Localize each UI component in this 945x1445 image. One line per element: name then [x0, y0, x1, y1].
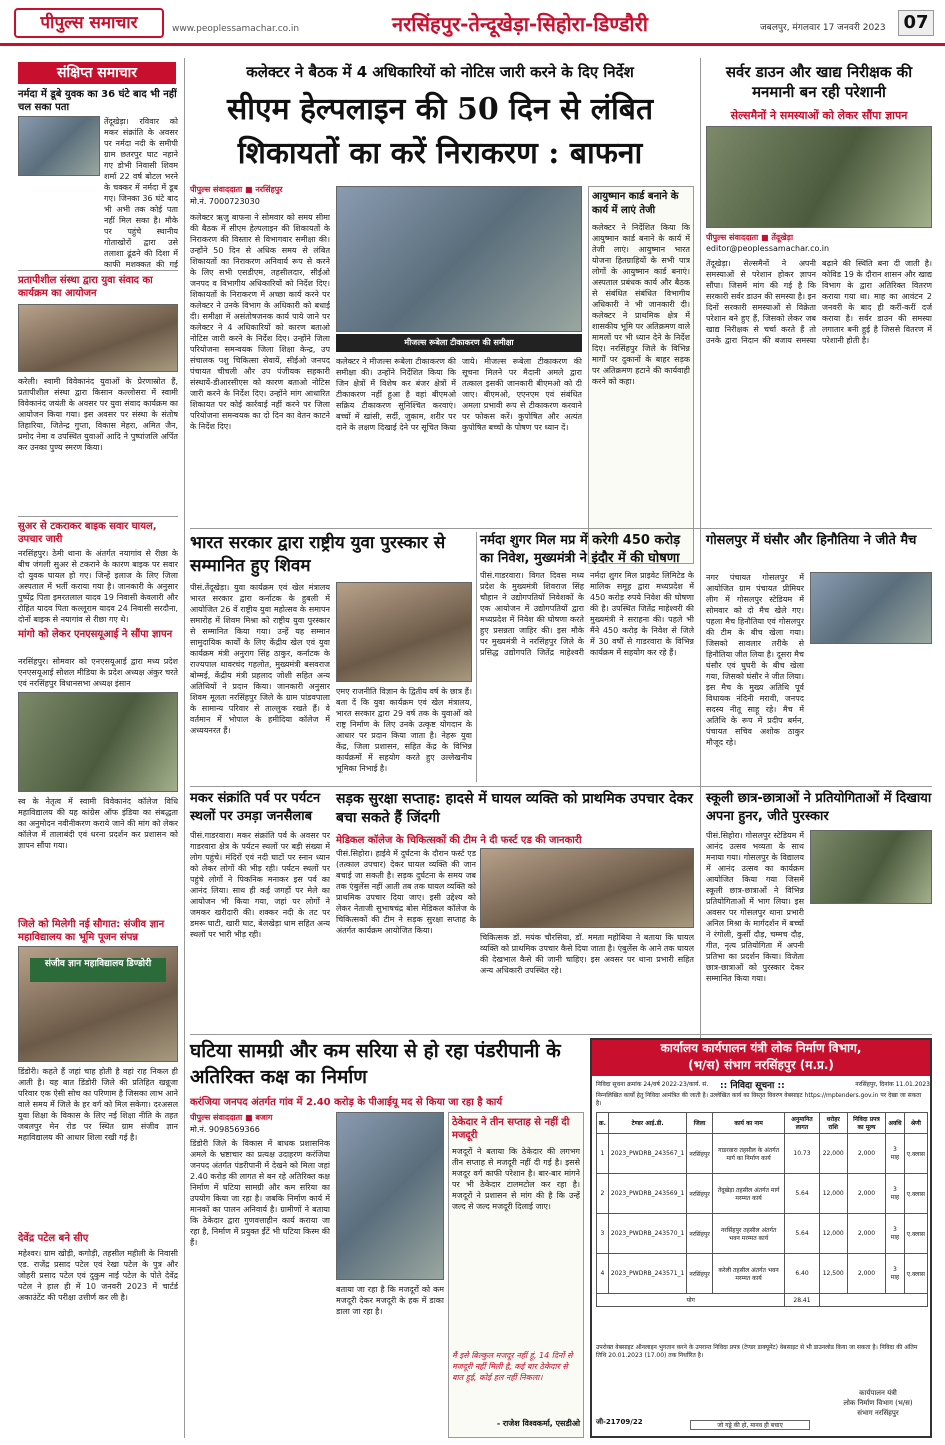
ayushman-title: आयुष्मान कार्ड बनाने के कार्य में लाएं तेजी	[592, 191, 679, 216]
sign-line3: संभाग नरसिंहपुर	[857, 1409, 899, 1417]
road-safety-text2: चिकित्सक डॉ. मयंक चौरसिया, डॉ. ममता महोबिया ने बताया कि घायल व्यक्ति को प्राथमिक उपचार कैसे दिया जाता है। एंबुलेंस के आने तक घायल की देखभाल कैसे की जानी चाहिए। इस अवसर पर थाना प्रभारी सहित अन्य अधिकारी उपस्थित रहे।	[480, 933, 694, 975]
tender-notice-no: निविदा सूचना क्रमांक 24/वर्ष 2022-23/कार्य. सं.	[596, 1081, 709, 1088]
college-banner: संजीव ज्ञान महाविद्यालय डिण्डोरी	[30, 958, 166, 982]
lead-byline: पीपुल्स संवाददाता ■ नरसिंहपुर	[190, 185, 283, 194]
page-number: 07	[898, 10, 934, 36]
brief-item2-head: प्रतापीशील संस्था द्वारा युवा संवाद का कार्यक्रम का आयोजन	[18, 275, 153, 299]
cell-dist: नरसिंहपुर	[687, 1134, 712, 1174]
table-row	[597, 1254, 928, 1294]
nsui-protest-photo	[18, 692, 178, 792]
cell-emd: 22,000	[819, 1134, 847, 1174]
total-value: 28.41	[785, 1294, 819, 1307]
cell-no: 4	[597, 1254, 609, 1294]
col-header: टेण्डर आई.डी.	[608, 1113, 686, 1134]
cell-class: ए.क्लास	[904, 1214, 927, 1254]
sewa-text: तेंदूखेड़ा। सेल्समैनों ने अपनी समस्याओं से परेशान होकर ज्ञापन सौंपा। जिसमें मांग की गई है कि सरकारी सर्वर डाउन की समस्या है। इन दिनों सरकारी समस्याओं से विक्रेता परेशान बने हुए हैं, जिसको लेकर जब खाद्य निरीक्षक से चर्चा करते हैं तो उनके द्वारा निदान की बजाय समस्या बढ़ाने की स्थिति बना दी जाती है। कोविड 19 के दौरान शासन और खाद्य विभाग के द्वारा अतिरिक्त वितरण कराया गया था। माह का आवंटन 2 जनवरी के बाद ही करीं-करीं दर्ज कराया है। सर्वर डाउन की समस्या लगातार बनी हुई है जिससे वितरण में परेशानी होती है।	[706, 259, 932, 345]
lead-phone: मो.नं. 7000723030	[190, 197, 260, 206]
cell-no: 2	[597, 1174, 609, 1214]
cell-dist: नरसिंहपुर	[687, 1254, 712, 1294]
road-safety-text: पीसं.सिहोरा। हाईवे में दुर्घटना के दौरान फर्स्ट एड (तत्काल उपचार) देकर घायल व्यक्ति की जान बचाई जा सकती है। सड़क दुर्घटना के समय जब तक एंबुलेंस नहीं आती तब तक घायल व्यक्ति को प्राथमिक उपचार दिया जाए। इसी उद्देश्य को लेकर नेताजी सुभाषचंद्र बोस मेडिकल कॉलेज के चिकित्सकों की टीम ने सड़क सुरक्षा सप्ताह के अंतर्गत कार्यक्रम आयोजित किया।	[336, 849, 476, 935]
cell-period: 3 माह	[886, 1214, 905, 1254]
wages-box-title: ठेकेदार ने तीन सप्ताह से नहीं दी मजदूरी	[452, 1117, 570, 1141]
sewa-byline: पीपुल्स संवाददाता ■ तेंदूखेड़ा	[706, 233, 794, 242]
cricket-headline: गोसलपुर में घंसौर और हिनौतिया ने जीते मैच	[706, 533, 917, 548]
tender-title: :: निविदा सूचना ::	[720, 1081, 785, 1091]
divider	[18, 270, 178, 271]
total-empty	[819, 1294, 927, 1307]
cell-emd: 12,500	[819, 1254, 847, 1294]
measles-review-text: कलेक्टर ने मीजल्स रूबेला टीकाकरण की समीक्षा की। उन्होंने निर्देशित किया कि जिन क्षेत्रों में विशेष कर बंजर क्षेत्रों में टीकाकरण नहीं हुआ है वहां बीएमओ सक्रिय टीकाकरण सुनिश्चित करवाएं। बच्चों में खांसी, सर्दी, जुकाम, शरीर पर दाने के लक्षण दिखाई देने पर सूचित किया जाये। मीजल्स रूबेला टीकाकरण की सूचना मिलने पर मैदानी अमले द्वारा तत्काल इसकी जानकारी बीएमओ को दी जाए। बीएमओ, एएनएम एवं संबंधित अमला प्रभावी रूप से टीकाकरण करवाने पर फोकस करें। कुपोषित और अत्यंत कुपोषित बच्चों के पोषण पर ध्यान दें।	[336, 357, 582, 432]
cell-fee: 2,000	[847, 1214, 885, 1254]
table-row	[597, 1174, 928, 1214]
brief-item4-text: नरसिंहपुर। सोमवार को एनएसयूआई द्वारा मध्य प्रदेश एनएसयूआई सोशल मीडिया के प्रदेश अध्यक्ष अंकुर चरते एवं नरसिंहपुर विधानसभा अध्यक्ष इंसान	[18, 657, 178, 688]
road-safety-headline: सड़क सुरक्षा सप्ताह: हादसे में घायल व्यक्ति को प्राथमिक उपचार देकर बचा सकते हैं जिंदगी	[336, 791, 694, 826]
sign-line2: लोक निर्माण विभाग (भ/स)	[843, 1399, 913, 1407]
cell-class: ए.क्लास	[904, 1174, 927, 1214]
school-headline: स्कूली छात्र-छात्राओं ने प्रतियोगिताओं में दिखाया अपना हुनर, जीते पुरस्कार	[706, 791, 932, 824]
construction-photo-caption: बताया जा रहा है कि मजदूरों को कम मजदूरी देकर मजदूरी के हक में डाका डाला जा रहा है।	[336, 1285, 444, 1316]
lead-text: कलेक्टर ऋजु बाफना ने सोमवार को समय सीमा की बैठक में सीएम हेल्पलाइन की शिकायतों के निराकरण की विस्तार से विभागवार समीक्षा की। उन्होंने 50 दिन से अधिक समय से लंबित शिकायतों का निराकरण अनिवार्य रूप से करने के लिए सभी एसडीएम, तहसीलदार, सीईओ जनपद व विभागीय अधिकारियों को निर्देश दिए। शिकायतों के निराकरण में अच्छा कार्य करने पर कलेक्टर ने उनके विभाग के अधिकारी को बधाई दी। समीक्षा में असंतोषजनक कार्य पाये जाने पर कलेक्टर ने 4 अधिकारियों को कारण बताओ नोटिस जारी करने के निर्देश दिए। उन्होंने जिला परियोजना समन्वयक जिला शिक्षा केन्द्र, उप संचालक पशु चिकित्सा सेवायें, सीईओ जनपद पंचायत चीचली और उप पंजीयक सहकारी संस्थायें-डीआरसीएस को कारण बताओ नोटिस जारी करने के निर्देश दिए। उन्होंने मांग आधारित शिकायत पर कोई कार्रवाई नहीं करने पर जिला परियोजना समन्वयक का दो दिन का वेतन काटने के निर्देश दिए।	[190, 213, 330, 431]
sankranti-text: पीसं.गाडरवारा। मकर संक्रांति पर्व के अवसर पर गाडरवारा क्षेत्र के पर्यटन स्थलों पर बड़ी संख्या में लोग पहुंचे। मंदिरों एवं नदी घाटों पर स्नान ध्यान को लेकर लोगों की भीड़ रही। पर्यटन स्थलों पर पहुंचे लोगों ने पिकनिक मनाकर इस पर्व का आनंद लिया। साथ ही कई जगहों पर मेले का आयोजन भी किया गया, जहां पर लोगों ने जमकर खरीदारी की। शक्कर नदी के तट पर डमरू घाटी, खारी घाट, बेलखेड़ा धाम सहित अन्य स्थलों पर भारी भीड़ रही।	[190, 831, 330, 939]
sewa-email[interactable]: editor@peoplessamachar.co.in	[706, 244, 830, 253]
table-row	[597, 1214, 928, 1254]
tender-footer: उपरोक्त वेबसाइट ऑनलाइन भुगतान करने के उपरान्त निविदा प्रपत्र (टेण्डर डाक्यूमेंट) वेबसाइट से भी डाउनलोड किया जा सकता है। निविदा की अंतिम तिथि 20.01.2023 (17.00) तक निर्धारित है।	[596, 1344, 918, 1359]
construction-byline: पीपुल्स संवाददाता ■ बजाग	[190, 1113, 273, 1122]
cell-cost: 5.64	[785, 1174, 819, 1214]
tender-table	[596, 1112, 928, 1307]
cell-cost: 6.40	[785, 1254, 819, 1294]
tender-office-line1: कार्यालय कार्यपालन यंत्री लोक निर्माण विभाग,	[660, 1041, 862, 1055]
wages-quote-by: - राजेश विश्वकर्मा, एसडीओ	[496, 1419, 580, 1428]
cell-id: 2023_PWDRB_243569_1	[608, 1174, 686, 1214]
wages-box-text: मजदूरों ने बताया कि ठेकेदार की लगभग तीन सप्ताह से मजदूरी नहीं दी गई है। इससे मजदूर वर्ग काफी परेशान है। बार-बार मांगने पर भी ठेकेदार टालमटोल कर रहा है। मजदूरों ने प्रशासन से मांग की है कि उन्हें जल्द से जल्द मजदूरी दिलाई जाए।	[452, 1147, 580, 1211]
lead-headline: सीएम हेल्पलाइन की 50 दिन से लंबित शिकायतों का करें निराकरण : बाफना	[226, 92, 654, 171]
cell-id: 2023_PWDRB_243570_1	[608, 1214, 686, 1254]
brief-item6-text: डिंडोरी। कहते हैं जहां चाह होती है वहां राह निकल ही आती है। यह बात डिंडोरी जिले की प्रतिहित खन्नूजा परिवार एक ऐसी सोच का परिणाम है जिसका लाभ आने वाले समय में जिले के हर वर्ग को मिल सकेगा। दरअसल युवा शिक्षा के विकास के लिए नई शिक्षा नीति के तहत जबलपुर मेन रोड पर स्थित ग्राम संजीव ज्ञान महाविद्यालय की आधार शिला रखी गई है।	[18, 1067, 178, 1142]
construction-phone: मो.नं. 9098569366	[190, 1125, 260, 1134]
sewa-headline: सर्वर डाउन और खाद्य निरीक्षक की मनमानी बन रही परेशानी	[725, 63, 913, 101]
cell-work: तेंदूखेड़ा तहसील अंतर्गत मार्ग मरम्मत कार्य	[712, 1174, 785, 1214]
table-total-row	[597, 1294, 928, 1307]
cell-work: नरसिंहपुर तहसील अंतर्गत भवन मरम्मत कार्य	[712, 1214, 785, 1254]
sugar-text: पीसं.गाडरवारा। विगत दिवस मध्य प्रदेश के मुख्यमंत्री शिवराज सिंह चौहान ने उद्योगपतियों निवेशकों के एक आयोजन में उद्योगपतियों द्वारा मध्यप्रदेश में निवेश की घोषणा करते हुए प्रसन्नता जाहिर की। इस मौके पर मुख्यमंत्री ने नरसिंहपुर जिले के प्रसिद्ध उद्योगपति जितेंद्र माहेश्वरी नर्मदा शुगर मिल प्राइवेट लिमिटेड के मालिक समूह द्वारा मध्यप्रदेश में 450 करोड़ रुपये निवेश की घोषणा की है। उपस्थित जितेंद्र माहेश्वरी की मुख्यमंत्री ने सराहना की। पहले भी मैंने 450 करोड़ के निवेश से जिले में 30 वर्षों से गाडरवारा के विभिन्न कार्यक्रम में सहयोग कर रहे हैं।	[480, 571, 694, 657]
wages-quote: मैं इसे बिल्कुल मजदूर नहीं हूं, 14 दिनों से मजदूरी नहीं मिली है, कई बार ठेकेदार से बात हुई, कोई हल नहीं निकला।	[452, 1351, 573, 1382]
award-ceremony-photo	[336, 582, 472, 682]
cell-dist: नरसिंहपुर	[687, 1174, 712, 1214]
brief-item3-text: नरसिंहपुर। ठेमी थाना के अंतर्गत नयागांव से रीछा के बीच जंगली सुअर से टकराने के कारण बाइक पर सवार दो युवक घायल हो गए। जिन्हें इलाज के लिए जिला अस्पताल में भर्ती कराया गया है। जानकारी के अनुसार पुष्पेंद्र पिता इमरतलाल यादव 19 निवासी केवलारी और रोहित यादव पिता कल्लूराम यादव 24 निवासी सरदौना, दोनों बाइक से नयागांव से रीछा गए थे।	[18, 549, 178, 624]
sugar-headline: नर्मदा शुगर मिल मप्र में करेगी 450 करोड़ का निवेश, मुख्यमंत्री ने इंदौर में की घोषणा	[480, 533, 681, 566]
road-safety-subhead: मेडिकल कॉलेज के चिकित्सकों की टीम ने दी फर्स्ट एड की जानकारी	[336, 835, 582, 846]
divider	[190, 786, 932, 787]
school-text: पीसं.सिहोरा। गोसलपुर स्टेडियम में आनंद उत्सव भव्यता के साथ मनाया गया। गोसलपुर के विद्यालय में आनंद उत्सव का कार्यक्रम आयोजित किया गया जिसमें स्कूली छात्र-छात्राओं ने विभिन्न प्रतियोगिताओं में भाग लिया। इस अवसर पर गोसलपुर थाना प्रभारी अनिल मिश्रा के मार्गदर्शन में बच्चों ने रंगोली, कुर्सी दौड़, चम्मच दौड़, गीत, नृत्य प्रतियोगिता में अपनी प्रतिभा का प्रदर्शन किया। विजेता छात्र-छात्राओं को पुरस्कार देकर सम्मानित किया गया।	[706, 831, 804, 983]
col-header: जिला	[687, 1113, 712, 1134]
sewa-subhead: सेल्समैनों ने समस्याओं को लेकर सौंपा ज्ञापन	[730, 109, 908, 122]
cell-cost: 5.64	[785, 1214, 819, 1254]
website-url[interactable]: www.peoplessamachar.co.in	[172, 24, 300, 34]
divider	[190, 1034, 932, 1035]
cell-id: 2023_PWDRB_243567_1	[608, 1134, 686, 1174]
cell-no: 3	[597, 1214, 609, 1254]
tender-code: जी-21709/22	[596, 1418, 643, 1426]
shivam-text2: एमए राजनीति विज्ञान के द्वितीय वर्ष के छात्र हैं। बता दें कि युवा कार्यक्रम एवं खेल मंत्रालय, भारत सरकार द्वारा 29 वर्ष तक के युवाओं को राष्ट्र निर्माण के लिए उनके उत्कृष्ट योगदान के आधार पर प्रदान किया जाता है। नेहरू युवा केंद्र, जिला प्रशासन, सहित केंद्र के विभिन्न कार्यक्रमों में सहयोग करते हुए उल्लेखनीय भूमिका निभाई है।	[336, 687, 472, 773]
construction-text: डिंडोरी जिले के विकास में बाधक प्रशासनिक अमले के भ्रष्टाचार का प्रत्यक्ष उदाहरण करंजिया जनपद अंतर्गत पंडरीपानी में देखने को मिला जहां 2.40 करोड़ की लागत से बन रहे अतिरिक्त कक्ष निर्माण में घटिया सामग्री और कम सरिया का उपयोग किया जा रहा है। जबकि निर्माण कार्य में मानकों का पालन अनिवार्य है। ग्रामीणों ने बताया कि ठेकेदार द्वारा गुणवत्ताहीन कार्य कराया जा रहा है, निर्माण में प्रयुक्त ईंटें भी घटिया किस्म की हैं।	[190, 1139, 330, 1247]
cell-work: गाडरवारा तहसील के अंतर्गत मार्ग का निर्माण कार्य	[712, 1134, 785, 1174]
brief-item1-head: नर्मदा में डूबे युवक का 36 घंटे बाद भी नहीं चल सका पता	[18, 89, 177, 113]
cell-fee: 2,000	[847, 1254, 885, 1294]
cell-period: 3 माह	[886, 1254, 905, 1294]
col-header: निविदा प्रपत्र का मूल्य	[847, 1113, 885, 1134]
column-rule	[476, 532, 477, 782]
lead-kicker: कलेक्टर ने बैठक में 4 अधिकारियों को नोटिस जारी करने के दिए निर्देश	[246, 63, 634, 81]
sign-line1: कार्यपालन यंत्री	[859, 1389, 897, 1397]
shivam-headline: भारत सरकार द्वारा राष्ट्रीय युवा पुरस्कार से सम्मानित हुए शिवम	[190, 533, 446, 576]
meeting-photo-caption: मीजल्स रूबेला टीकाकरण की समीक्षा	[336, 334, 582, 352]
newspaper-logo: पीपुल्स समाचार	[14, 8, 164, 38]
cell-fee: 2,000	[847, 1134, 885, 1174]
col-header: क्र.	[597, 1113, 609, 1134]
brief-item4-head: मांगो को लेकर एनएसयूआई ने सौंपा ज्ञापन	[18, 629, 173, 640]
brief-news-title: संक्षिप्त समाचार	[18, 62, 176, 84]
shivam-text: पीसं.तेंदूखेड़ा। युवा कार्यक्रम एवं खेल मंत्रालय भारत सरकार द्वारा कर्नाटक के हुबली में आयोजित 26 वें राष्ट्रीय युवा महोत्सव के समापन समारोह में शिवम मिश्रा को राष्ट्रीय युवा पुरस्कार से सम्मानित किया गया। उन्हें यह सम्मान सामुदायिक कार्यों के लिए केंद्रीय खेल एवं युवा कार्यक्रम मंत्री अनुराग सिंह ठाकुर, कर्नाटक के राज्यपाल थावरचंद गहलोत, मुख्यमंत्री बसवराज बोम्मई, केंद्रीय मंत्री प्रहलाद जोशी सहित अन्य अतिथियों ने प्रदान किया। जानकारी अनुसार शिवम मूलतः नरसिंहपुर जिले के ग्राम पांडवपाला के सामान्य परिवार से ताल्लुक रखते हैं। वे वर्तमान में भोपाल के हमीदिया कॉलेज में अध्ययनरत हैं।	[190, 583, 330, 735]
sankranti-headline: मकर संक्रांति पर्व पर पर्यटन स्थलों पर उमड़ा जनसैलाब	[190, 791, 321, 824]
brief-item6-head: जिले को मिलेगी नई सौगात: संजीव ज्ञान महाविद्यालय का भूमि पूजन संपन्न	[18, 919, 165, 943]
cell-period: 3 माह	[886, 1134, 905, 1174]
tender-date: नरसिंहपुर, दिनांक 11.01.2023	[855, 1081, 930, 1088]
table-row	[597, 1134, 928, 1174]
ayushman-text: कलेक्टर ने निर्देशित किया कि आयुष्मान कार्ड बनाने के कार्य में तेजी लाएं। आयुष्मान भारत योजना हितग्राहियों के सभी पात्र लोगों के आयुष्मान कार्ड बनाएं। अस्पताल प्रबंधक कार्य और बैठक से संबंधित संबंधित विभागीय अधिकारी ने भी जानकारी दी। कलेक्टर ने प्राथमिक क्षेत्र में शासकीय भूमि पर अतिक्रमण वाले मामलों पर भी ध्यान देने के निर्देश दिए। नरसिंहपुर जिले के विभिन्न मार्गों पर दुकानों के बाहर सड़क पर अतिक्रमण हटाने की कार्यवाही करने को कहा।	[592, 223, 690, 386]
col-header: अनुमानित लागत	[785, 1113, 819, 1134]
divider	[190, 528, 932, 529]
column-rule	[184, 58, 185, 1438]
brief-item2-text: करेली। स्वामी विवेकानंद युवाओं के प्रेरणास्रोत हैं, प्रतापीशील संस्था द्वारा किसान कल्लोसरा में स्वामी विवेकानंद जयंती के अवसर पर युवा संवाद कार्यक्रम का आयोजन किया गया। इस अवसर पर संस्था के संतोष तिहारिया, जितेन्द्र गुप्ता, विकास मेहरा, अमित जैन, प्रमोद नेमा व उपस्थित युवाओं आदि ने पुष्पांजलि अर्पित कर उनका पुण्य स्मरण किया।	[18, 377, 178, 452]
meeting-photo	[336, 186, 582, 332]
divider	[18, 516, 178, 517]
tender-slogan: जो गड्डे की हो, मानव ही बचाए	[690, 1420, 810, 1430]
construction-site-photo	[336, 1112, 444, 1280]
tender-signature	[826, 1388, 930, 1418]
cell-emd: 12,000	[819, 1174, 847, 1214]
col-header: कार्य का नाम	[712, 1113, 785, 1134]
construction-subhead: करंजिया जनपद अंतर्गत गांव में 2.40 करोड़ के पीआईयू मद से किया जा रहा है कार्य	[190, 1097, 503, 1108]
brief-item3-head: सुअर से टकराकर बाइक सवार घायल, उपचार जारी	[18, 521, 157, 545]
cell-emd: 12,000	[819, 1214, 847, 1254]
cell-class: ए.क्लास	[904, 1134, 927, 1174]
cell-period: 3 माह	[886, 1174, 905, 1214]
cell-cost: 10.73	[785, 1134, 819, 1174]
total-label: योग	[597, 1294, 785, 1307]
tender-office-header	[592, 1040, 930, 1076]
cell-class: ए.क्लास	[904, 1254, 927, 1294]
first-aid-photo	[480, 848, 694, 928]
tender-intro: निम्नलिखित कार्यों हेतु निविदा आमंत्रित की जाती है। उल्लेखित कार्य का विस्तृत विवरण वेबसाइट https://mptenders.gov.in पर देखा जा सकता है।	[596, 1092, 922, 1107]
youth-event-photo	[18, 304, 178, 372]
brief-item5-text: स्व के नेतृत्व में स्वामी विवेकानंद कॉलेज विधि महाविद्यालय की यह कांग्रेस ऑफ इंडिया का संबद्धता का अनुमोदन नवीनीकरण कराये जाने की मांग को लेकर कॉलेज में तालाबंदी एवं धरना प्रदर्शन कर प्रशासन को ज्ञापन सौंपा गया।	[18, 797, 178, 850]
dateline: जबलपुर, मंगलवार 17 जनवरी 2023	[760, 23, 886, 33]
brief-item7-head: देवेंद्र पटेल बने सीए	[18, 1233, 89, 1244]
cell-work: करेली तहसील अंतर्गत भवन मरम्मत कार्य	[712, 1254, 785, 1294]
col-header: श्रेणी	[904, 1113, 927, 1134]
brief-item7-text: महेश्वर। ग्राम खोड़ी, कगोड़ी, तहसील महीली के निवासी एड. राजेंद्र प्रसाद पटेल एवं रेखा पटेल के पुत्र और जोहरी प्रसाद पटेल एवं दुकुम नाई पटेल के पोते देवेंद्र पटेल ने हाल ही में 10 जनवरी 2023 में चार्टर्ड अकाउंटेंट की परीक्षा उत्तीर्ण कर ली है।	[18, 1249, 178, 1302]
cell-fee: 2,000	[847, 1174, 885, 1214]
section-title: नरसिंहपुर-तेन्दूखेड़ा-सिहोरा-डिण्डौरी	[392, 12, 648, 36]
salesmen-memorandum-photo	[706, 126, 932, 228]
cell-dist: नरसिंहपुर	[687, 1214, 712, 1254]
cell-id: 2023_PWDRB_243571_1	[608, 1254, 686, 1294]
cell-no: 1	[597, 1134, 609, 1174]
construction-headline: घटिया सामग्री और कम सरिया से हो रहा पंडरीपानी के अतिरिक्त कक्ष का निर्माण	[190, 1040, 561, 1088]
col-header: अवधि	[886, 1113, 905, 1134]
cricket-text: नगर पंचायत गोसलपुर में आयोजित ग्राम पंचायत प्रीमियर लीग में गोसलपुर स्टेडियम में सोमवार को दो मैच खेले गए। पहला मैच हिनौतिया एवं गोसलपुर की टीम के बीच खेला गया। जिसको सावलार तरीके से हिनौतिया जीत लिया है। दूसरा मैच घंसौर एवं घुघरी के बीच खेला गया, जिसको घंसौर ने जीत लिया। इस मैच के मुख्य अतिथि पूर्व विधायक नंदिनी मरावी, जनपद सदस्य नीतू साहू रहे। मैच में अतिथि के रूप में प्रदीप बर्मन, पंचायत सचिव अशोक ठाकुर मौजूद रहे।	[706, 573, 804, 747]
tender-office-line2: (भ/स) संभाग नरसिंहपुर (म.प्र.)	[688, 1058, 834, 1072]
col-header: धरोहर राशि	[819, 1113, 847, 1134]
brief-item1-text: तेंदूखेड़ा। रविवार को मकर संक्रांति के अवसर पर नर्मदा नदी के समीपी ग्राम छतरपुर घाट नहाने गए डोभी निवासी शिवम शर्मा 22 वर्ष बोटल भरने के चक्कर में नर्मदा में डूब गए। जिनका 36 घंटे बाद भी अभी तक कोई पता नहीं मिल सका है। मौके पर पहुंचे स्थानीय गोताखोरों द्वारा उसे तलाशा ढूंढने की दिशा में काफी मशक्कत की गई	[104, 117, 178, 268]
